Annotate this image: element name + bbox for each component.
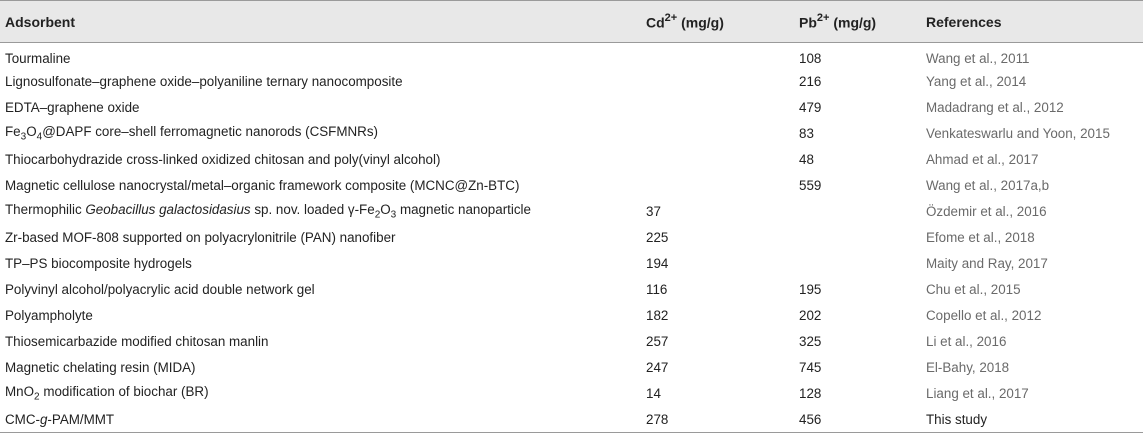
table-row: [0, 303, 1143, 329]
header-pb-capacity: [799, 1, 926, 43]
reference-cell: Yang et al., 2014: [926, 74, 1027, 89]
reference-cell: Chu et al., 2015: [926, 282, 1021, 297]
pb-value-cell: 325: [799, 334, 822, 349]
header-pb-charge: 2+: [816, 11, 830, 24]
table-body: [0, 43, 1143, 433]
pb-value-cell: 216: [799, 74, 822, 89]
table-row: [0, 277, 1143, 303]
reference-cell: Ahmad et al., 2017: [926, 152, 1039, 167]
table-row: [0, 95, 1143, 121]
cd-value-cell: 194: [646, 256, 669, 271]
adsorbent-cell: Tourmaline: [5, 51, 71, 67]
cd-value-cell: [646, 43, 799, 69]
header-adsorbent: [0, 1, 646, 43]
table-row: [0, 251, 1143, 277]
reference-cell: Maity and Ray, 2017: [926, 256, 1048, 271]
cd-value-cell: [646, 95, 799, 121]
table-header: [0, 1, 1143, 43]
reference-cell: Li et al., 2016: [926, 334, 1007, 349]
adsorbent-cell: Magnetic chelating resin (MIDA): [5, 360, 196, 375]
pb-value-cell: 479: [799, 100, 822, 115]
header-cd-capacity: [646, 1, 799, 43]
reference-cell: Özdemir et al., 2016: [926, 204, 1047, 219]
reference-cell: Wang et al., 2017a,b: [926, 178, 1050, 193]
reference-cell: Venkateswarlu and Yoon, 2015: [926, 126, 1110, 141]
adsorbent-cell: CMC-g-PAM/MMT: [5, 411, 115, 427]
pb-value-cell: 48: [799, 152, 814, 167]
adsorbent-cell: Thiocarbohydrazide cross-linked oxidized chitosan and poly(vinyl alcohol): [5, 152, 441, 167]
header-cd-unit: (mg/g): [677, 14, 724, 31]
cd-value-cell: [646, 69, 799, 95]
pb-value-cell: 456: [799, 411, 822, 427]
table-row: [0, 147, 1143, 173]
header-pb-unit: (mg/g): [829, 14, 877, 31]
reference-cell: This study: [926, 411, 988, 427]
header-adsorbent-label: Adsorbent: [5, 13, 75, 30]
table-row: [0, 381, 1143, 407]
table-row: [0, 43, 1143, 69]
pb-value-cell: 128: [799, 386, 822, 401]
table-row: [0, 329, 1143, 355]
adsorbent-cell: Lignosulfonate–graphene oxide–polyaniline ternary nanocomposite: [5, 74, 403, 89]
adsorbent-cell: MnO$_2$ modification of biochar (BR): [5, 384, 209, 403]
cd-value-cell: [646, 121, 799, 147]
pb-value-cell: 108: [799, 51, 822, 67]
table-row: [0, 225, 1143, 251]
adsorbent-cell: TP–PS biocomposite hydrogels: [5, 256, 192, 271]
cd-value-cell: 278: [646, 411, 669, 427]
header-references-label: References: [926, 13, 1002, 30]
reference-cell: Madadrang et al., 2012: [926, 100, 1064, 115]
reference-cell: Wang et al., 2011: [926, 51, 1030, 67]
table-row: [0, 173, 1143, 199]
table-row: [0, 355, 1143, 381]
pb-value-cell: 202: [799, 308, 822, 323]
reference-cell: El-Bahy, 2018: [926, 360, 1010, 375]
adsorbent-cell: EDTA–graphene oxide: [5, 100, 140, 115]
header-pb-symbol: Pb: [799, 14, 817, 31]
header-cd-symbol: Cd: [646, 14, 665, 31]
adsorbent-cell: $Fe_3O_4@DAPF$ core–shell ferromagnetic nanorods (CSFMNRs): [5, 124, 379, 143]
adsorbent-cell: Thiosemicarbazide modified chitosan manlin: [5, 334, 269, 349]
cd-value-cell: 225: [646, 230, 669, 245]
cd-value-cell: 14: [646, 386, 661, 401]
pb-value-cell: [799, 251, 926, 277]
adsorbent-cell: Polyampholyte: [5, 308, 93, 323]
cd-value-cell: 182: [646, 308, 669, 323]
reference-cell: Efome et al., 2018: [926, 230, 1035, 245]
reference-cell: Liang et al., 2017: [926, 386, 1029, 401]
header-references: [926, 1, 1143, 43]
cd-value-cell: 37: [646, 204, 661, 219]
cd-value-cell: [646, 147, 799, 173]
adsorbent-cell: Thermophilic Geobacillus galactosidasius sp. nov. loaded $\gamma-Fe_2O_3$ magnetic nanoparticle: [5, 202, 531, 221]
header-cd-charge: 2+: [664, 11, 678, 24]
table-row: [0, 199, 1143, 225]
reference-cell: Copello et al., 2012: [926, 308, 1042, 323]
table-row: [0, 407, 1143, 433]
adsorbent-cell: Zr-based MOF-808 supported on polyacrylonitrile (PAN) nanofiber: [5, 230, 396, 245]
cd-value-cell: 257: [646, 334, 669, 349]
cd-value-cell: 247: [646, 360, 669, 375]
header-row: [0, 1, 1143, 43]
pb-value-cell: [799, 199, 926, 225]
pb-value-cell: 745: [799, 360, 822, 375]
adsorbent-cell: Polyvinyl alcohol/polyacrylic acid double network gel: [5, 282, 315, 297]
pb-value-cell: [799, 225, 926, 251]
cd-value-cell: [646, 173, 799, 199]
table-row: [0, 121, 1143, 147]
adsorbent-cell: Magnetic cellulose nanocrystal/metal–organic framework composite (MCNC@Zn-BTC): [5, 178, 520, 193]
pb-value-cell: 559: [799, 178, 822, 193]
pb-value-cell: 83: [799, 126, 814, 141]
cd-value-cell: 116: [646, 282, 668, 297]
pb-value-cell: 195: [799, 282, 822, 297]
table-row: [0, 69, 1143, 95]
